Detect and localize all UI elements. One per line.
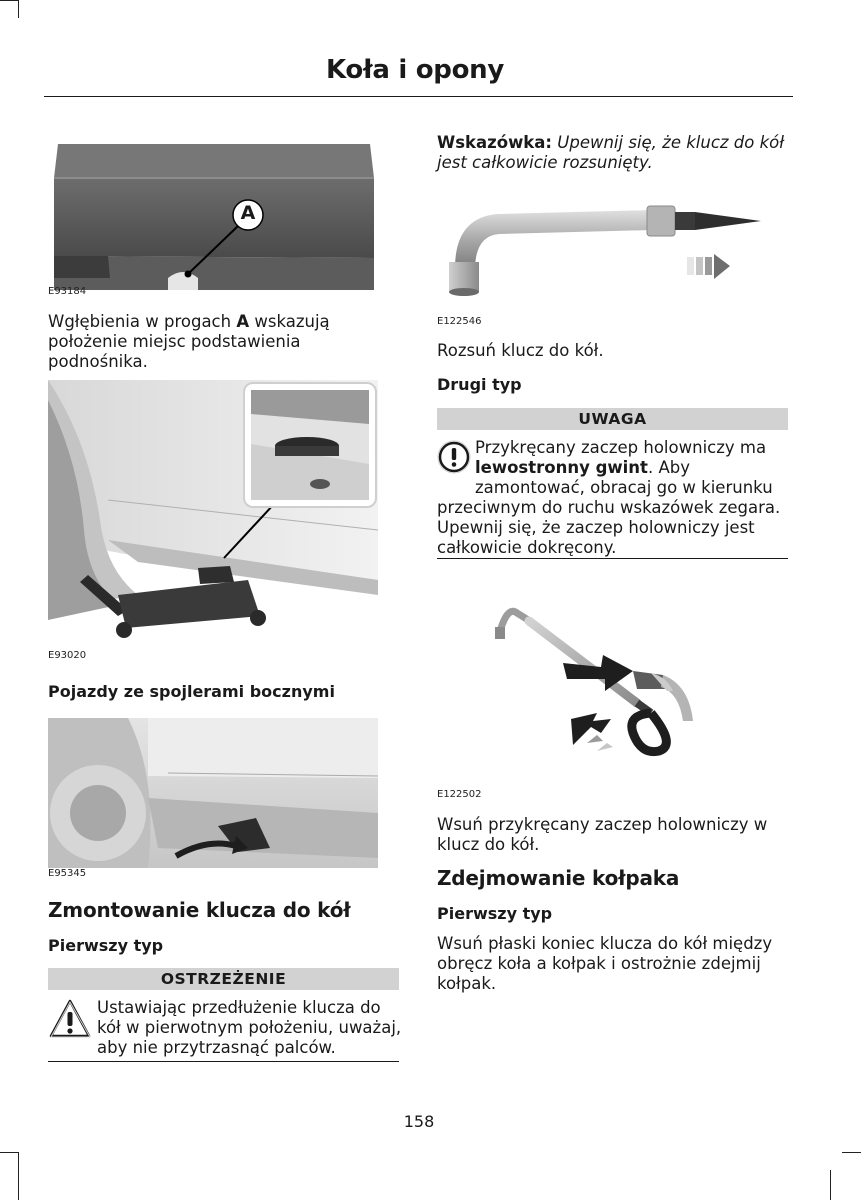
figure-extend-wrench: [437, 190, 767, 310]
page-number: 158: [403, 1112, 435, 1131]
crop-mark: [0, 0, 18, 1]
note-text: Upewnij się, że klucz do kół jest całkowicie rozsunięty.: [437, 133, 785, 172]
caution-text: [437, 438, 787, 558]
section-title-hubcap-removal: Zdejmowanie kołpaka: [437, 866, 680, 890]
figure-code: E122502: [437, 789, 482, 800]
heading-side-spoilers: Pojazdy ze spojlerami bocznymi: [48, 682, 335, 701]
subheading-first-type: Pierwszy typ: [48, 936, 164, 955]
text: wskazują położenie miejsc podstawienia podnośnika.: [48, 312, 330, 371]
crop-mark: [842, 1152, 861, 1153]
crop-mark: [18, 0, 19, 18]
paragraph-remove-hubcap: Wsuń płaski koniec klucza do kół między obręcz koła a kołpak i ostrożnie zdejmij kołpak.: [437, 934, 773, 993]
figure-spoiler-cover: [48, 718, 378, 868]
paragraph-insert-tow-eye: Wsuń przykręcany zaczep holowniczy w klucz do kół.: [437, 815, 768, 854]
callout-a-marker: [48, 138, 378, 290]
figure-code: E95345: [48, 868, 87, 879]
subheading-first-type: Pierwszy typ: [437, 904, 553, 923]
caution-end-rule: [437, 558, 788, 559]
figure-code: E122546: [437, 316, 482, 327]
text: Przykręcany zaczep holowniczy ma: [475, 438, 767, 457]
emphasis: A: [236, 312, 250, 331]
paragraph-extend-wrench: Rozsuń klucz do kół.: [437, 341, 604, 360]
crop-mark: [830, 1170, 831, 1200]
note-extend-wrench: [437, 133, 787, 173]
callout-a-label: A: [240, 202, 256, 224]
warning-banner: OSTRZEŻENIE: [48, 968, 399, 990]
warning-text: Ustawiając przedłużenie klucza do kół w pierwotnym położeniu, uważaj, aby nie przytrzasnąć palców.: [97, 998, 402, 1057]
warning-triangle-icon: [48, 998, 92, 1040]
subheading-second-type: Drugi typ: [437, 375, 522, 394]
figure-code: E93020: [48, 650, 87, 661]
icon-spacer: [437, 438, 475, 496]
paragraph-jack-points: [48, 312, 368, 372]
title-divider: [44, 96, 793, 97]
note-label: Wskazówka:: [437, 133, 553, 152]
text: Wgłębienia w progach: [48, 312, 237, 331]
warning-end-rule: [48, 1061, 399, 1062]
figure-jack-position: [48, 380, 378, 645]
emphasis: lewostronny gwint: [475, 458, 648, 477]
section-title-wrench-assembly: Zmontowanie klucza do kół: [48, 898, 351, 922]
figure-tow-eye-insert: [437, 595, 767, 785]
crop-mark: [0, 1152, 18, 1153]
figure-sill-recess: [48, 138, 378, 290]
text: . Aby zamontować, obracaj go w kierunku przeciwnym do ruchu wskazówek zegara. Upewnij się, że zaczep holowniczy jest całkowicie dokręcony.: [437, 458, 781, 557]
page-title: Koła i opony: [326, 55, 504, 85]
caution-banner: UWAGA: [437, 408, 788, 430]
crop-mark: [18, 1152, 19, 1200]
figure-code: E93184: [48, 286, 87, 297]
detail-inset: [243, 382, 377, 508]
